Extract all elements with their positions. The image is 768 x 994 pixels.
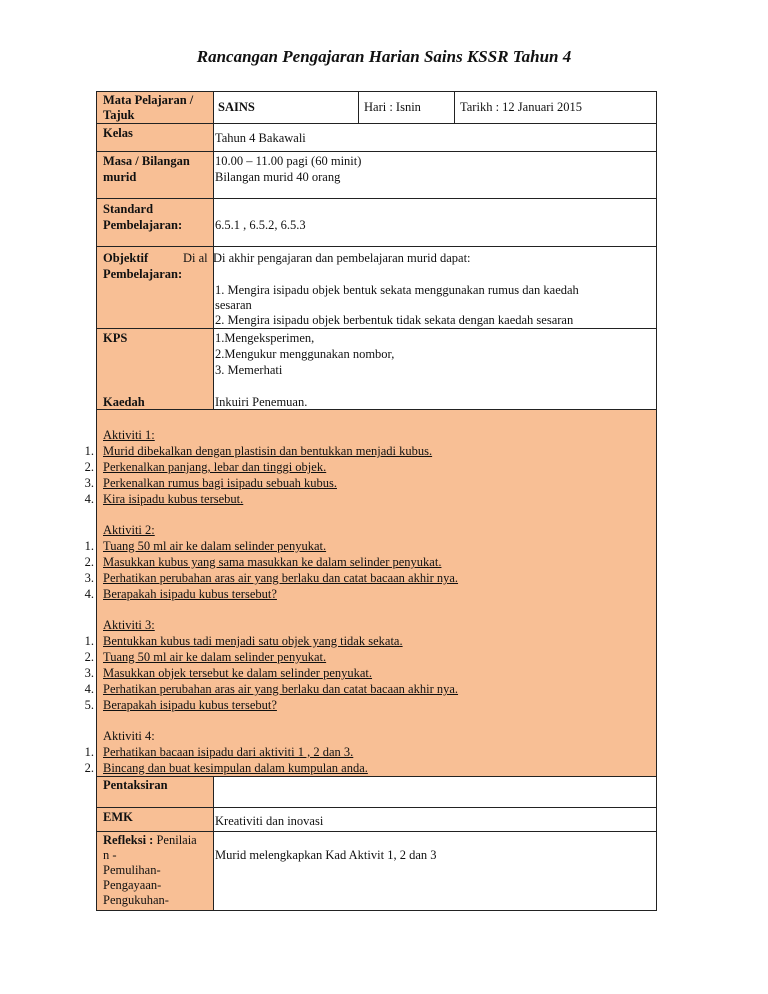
activity-step: Berapakah isipadu kubus tersebut? (103, 698, 277, 712)
standard-label: Standard (103, 202, 154, 216)
subject-label-2: Tajuk (103, 108, 135, 122)
step-number: 5. (84, 698, 94, 712)
activity-step: Tuang 50 ml air ke dalam selinder penyukat. (103, 539, 327, 553)
step-number: 4. (84, 587, 94, 601)
column-divider (213, 91, 214, 409)
objektif-item-1-cont: sesaran (215, 298, 252, 312)
objektif-overlap-text: Di al (183, 251, 208, 265)
refleksi-label (103, 833, 197, 848)
activity-step: Perhatikan perubahan aras air yang berlaku dan catat bacaan akhir nya. (103, 571, 459, 585)
step-number: 1. (84, 634, 94, 648)
kps-item: 2.Mengukur menggunakan nombor, (215, 347, 395, 361)
row-divider (96, 328, 656, 329)
activity-step: Masukkan kubus yang sama masukkan ke dalam selinder penyukat. (103, 555, 442, 569)
kps-item: 3. Memerhati (215, 363, 283, 377)
step-number: 2. (84, 761, 94, 775)
objektif-label-2: Pembelajaran: (103, 267, 183, 281)
step-number: 1. (84, 444, 94, 458)
refleksi-label-bold: Refleksi : (103, 833, 154, 847)
refleksi-value: Murid melengkapkan Kad Aktivit 1, 2 dan 3 (215, 848, 437, 862)
row-divider (96, 198, 656, 199)
emk-value: Kreativiti dan inovasi (215, 814, 324, 828)
step-number: 3. (84, 476, 94, 490)
step-number: 2. (84, 555, 94, 569)
row-divider (96, 151, 656, 152)
masa-label-2: murid (103, 170, 137, 184)
activity-heading: Aktiviti 1: (103, 428, 155, 442)
activity-step: Murid dibekalkan dengan plastisin dan bentukkan menjadi kubus. (103, 444, 433, 458)
refleksi-label-2: n - (103, 848, 117, 862)
standard-value: 6.5.1 , 6.5.2, 6.5.3 (215, 218, 306, 232)
masa-students: Bilangan murid 40 orang (215, 170, 341, 184)
activity-step: Berapakah isipadu kubus tersebut? (103, 587, 277, 601)
kaedah-value: Inkuiri Penemuan. (215, 395, 308, 409)
document-title: Rancangan Pengajaran Harian Sains KSSR Tahun 4 (196, 47, 572, 66)
activity-heading: Aktiviti 3: (103, 618, 155, 632)
objektif-item-1: 1. Mengira isipadu objek bentuk sekata menggunakan rumus dan kaedah (215, 283, 579, 297)
kelas-label: Kelas (103, 126, 133, 140)
subject-value: SAINS (218, 100, 255, 114)
kelas-value: Tahun 4 Bakawali (215, 131, 306, 145)
kps-item: 1.Mengeksperimen, (215, 331, 315, 345)
day-value: Hari : Isnin (364, 100, 421, 114)
masa-label: Masa / Bilangan (103, 154, 190, 168)
step-number: 3. (84, 571, 94, 585)
row-divider (96, 123, 656, 124)
refleksi-label-rest: Penilaia (153, 833, 197, 847)
refleksi-label-3: Pemulihan- (103, 863, 161, 877)
pentaksiran-label: Pentaksiran (103, 778, 168, 792)
objektif-item-2: 2. Mengira isipadu objek berbentuk tidak sekata dengan kaedah sesaran (215, 313, 574, 327)
column-divider (358, 91, 359, 123)
activity-heading: Aktiviti 2: (103, 523, 155, 537)
activity-step: Perkenalkan panjang, lebar dan tinggi objek. (103, 460, 327, 474)
step-number: 1. (84, 539, 94, 553)
row-divider (96, 776, 656, 777)
activity-step: Masukkan objek tersebut ke dalam selinder penyukat. (103, 666, 373, 680)
column-divider (454, 91, 455, 123)
activity-step: Perkenalkan rumus bagi isipadu sebuah kubus. (103, 476, 337, 490)
activity-step: Bincang dan buat kesimpulan dalam kumpulan anda. (103, 761, 368, 775)
subject-label: Mata Pelajaran / (103, 93, 194, 107)
activity-heading: Aktiviti 4: (103, 729, 155, 743)
masa-time: 10.00 – 11.00 pagi (60 minit) (215, 154, 362, 168)
step-number: 2. (84, 650, 94, 664)
refleksi-label-4: Pengayaan- (103, 878, 162, 892)
column-divider (213, 776, 214, 910)
refleksi-label-5: Pengukuhan- (103, 893, 169, 907)
step-number: 1. (84, 745, 94, 759)
row-divider (96, 246, 656, 247)
row-divider (96, 409, 656, 410)
activity-step: Bentukkan kubus tadi menjadi satu objek yang tidak sekata. (103, 634, 403, 648)
activity-step: Tuang 50 ml air ke dalam selinder penyukat. (103, 650, 327, 664)
step-number: 3. (84, 666, 94, 680)
step-number: 4. (84, 492, 94, 506)
standard-label-2: Pembelajaran: (103, 218, 183, 232)
step-number: 2. (84, 460, 94, 474)
objektif-intro: Di akhir pengajaran dan pembelajaran murid dapat: (213, 251, 471, 265)
activity-step: Perhatikan perubahan aras air yang berlaku dan catat bacaan akhir nya. (103, 682, 459, 696)
activity-step: Kira isipadu kubus tersebut. (103, 492, 244, 506)
step-number: 4. (84, 682, 94, 696)
row-divider (96, 831, 656, 832)
activity-step: Perhatikan bacaan isipadu dari aktiviti 1 , 2 dan 3. (103, 745, 354, 759)
row-divider (96, 807, 656, 808)
kps-label: KPS (103, 331, 128, 345)
emk-label: EMK (103, 810, 133, 824)
kaedah-label: Kaedah (103, 395, 145, 409)
date-value: Tarikh : 12 Januari 2015 (460, 100, 583, 114)
objektif-label: Objektif (103, 251, 149, 265)
